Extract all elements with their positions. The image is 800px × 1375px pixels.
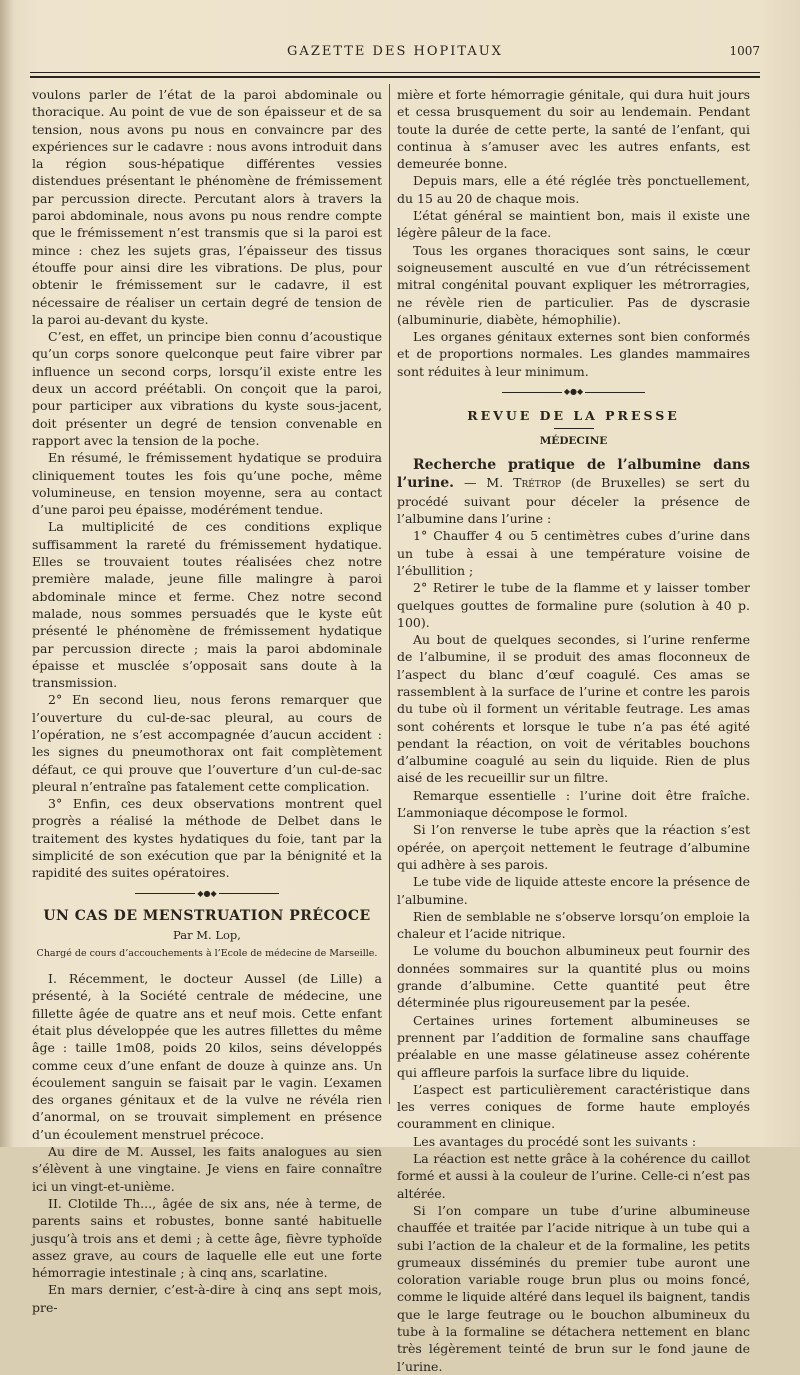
paragraph: Depuis mars, elle a été réglée très ponctuellement, du 15 au 20 de chaque mois. [397,173,750,206]
paragraph: La multiplicité de ces conditions explique suffisamment la rareté du frémissement hydatique. Elles se trouvaient toutes réalisées chez notre première malade, jeune fille malingre à paroi abdominale mince et ferme. Chez notre second malade, nous sommes persuadés que le kyste eût présenté le phénomène de frémissement hydatique par percussion directe ; mais la paroi abdominale épaisse et musclée s’opposait sans doute à la transmission. [32,519,382,691]
column-divider [389,84,390,1104]
paragraph: voulons parler de l’état de la paroi abdominale ou thoracique. Au point de vue de son épaisseur et de sa tension, nous avons pu nous en convaincre par des expériences sur le cadavre : nous avons introduit dans la région sous-hépatique différentes vessies distendues présentant le phénomène de frémissement par percussion directe. Percutant alors à travers la paroi abdominale, nous avons pu nous rendre compte que le frémissement n’est transmis que si la paroi est mince : chez les sujets gras, l’épaisseur des tissus étouffe pour ainsi dire les vibrations. De plus, pour obtenir le frémissement sur le cadavre, il est nécessaire de réaliser un certain degré de tension de la paroi au-devant du kyste. [32,87,382,327]
paragraph: Certaines urines fortement albumineuses se prennent par l’addition de formaline sans chauffage préalable en une masse gélatineuse assez cohérente qui affleure parfois la surface libre du liquide. [397,1012,750,1080]
paragraph: La réaction est nette grâce à la cohérence du caillot formé et aussi à la couleur de l’urine. Celle-ci n’est pas altérée. [397,1151,750,1201]
page-header [30,44,760,64]
page-number: 1007 [729,44,760,58]
paragraph: Les organes génitaux externes sont bien conformés et de proportions normales. Les glandes mammaires sont réduites à leur minimum. [397,329,750,379]
lead-paragraph [397,456,750,527]
paragraph: 3° Enfin, ces deux observations montrent quel progrès a réalisé la méthode de Delbet dans le traitement des kystes hydatiques du foie, tant par la simplicité de son exécution que par la bénignité et la rapidité des suites opératoires. [32,796,382,881]
subsection-title: MÉDECINE [539,434,608,447]
paragraph: Si l’on renverse le tube après que la réaction s’est opérée, on aperçoit nettement le feutrage d’albumine qui adhère à ses parois. [397,822,750,872]
section-ornament: ◆●◆ [32,888,382,901]
lead-text: (de Bruxelles) se sert du procédé suivant pour déceler la présence de l’albumine dans l’urine : [397,475,750,527]
right-column [397,86,750,1375]
paragraph: En résumé, le frémissement hydatique se produira cliniquement toutes les fois qu’une poche, même volumineuse, en tension moyenne, sera au contact d’une paroi peu épaisse, modérément tendue. [32,450,382,518]
paragraph: L’aspect est particulièrement caractéristique dans les verres coniques de forme haute employés couramment en clinique. [397,1081,750,1132]
author-affiliation: Chargé de cours d’accouchements à l’Ecole de médecine de Marseille. [36,947,378,959]
article-byline: Par M. Lop, [173,928,241,943]
paragraph: 2° Retirer le tube de la flamme et y laisser tomber quelques gouttes de formaline pure (solution à 40 p. 100). [397,580,750,630]
paragraph: I. Récemment, le docteur Aussel (de Lille) a présenté, à la Société centrale de médecine, une fillette âgée de quatre ans et neuf mois. Cette enfant était plus développée que les autres fillettes du même âge : taille 1m08, poids 20 kilos, seins développés comme ceux d’une enfant de douze à quinze ans. Un écoulement sanguin se faisait par le vagin. L’examen des organes génitaux et de la vulve ne révéla rien d’anormal, on se trouvait simplement en présence d’un écoulement menstruel précoce. [32,971,382,1142]
lead-dash: — M. [454,475,514,491]
paragraph: mière et forte hémorragie génitale, qui dura huit jours et cessa brusquement du soir au lendemain. Pendant toute la durée de cette perte, la santé de l’enfant, qui continua à s’amuser avec les autres enfants, est demeurée bonne. [397,87,750,172]
short-rule [554,428,594,429]
author-name: Trétrop [513,475,562,491]
header-rule [30,72,760,73]
paragraph: Remarque essentielle : l’urine doit être fraîche. L’ammoniaque décompose le formol. [397,787,750,821]
left-column [32,86,382,1316]
section-ornament: ◆●◆ [397,386,750,399]
article-title: UN CAS DE MENSTRUATION PRÉCOCE [43,908,371,925]
journal-title: GAZETTE DES HOPITAUX [287,44,503,59]
paragraph: Si l’on compare un tube d’urine albumineuse chauffée et traitée par l’acide nitrique à un tube qui a subi l’action de la chaleur et de la formaline, les petits grumeaux disséminés du premier tube auront une coloration variable rouge brun plus ou moins foncé, comme le liquide altéré dans lequel ils baignent, tandis que le large feutrage ou le bouchon albumineux du tube à la formaline se détachera nettement en blanc très légèrement teinté de brun sur le fond jaune de l’urine. [397,1202,750,1374]
paragraph: Au dire de M. Aussel, les faits analogues au sien s’élèvent à une vingtaine. Je viens en faire connaître ici un vingt-et-unième. [32,1144,382,1194]
header-rule-thick [30,76,760,78]
paragraph: 2° En second lieu, nous ferons remarquer que l’ouverture du cul-de-sac pleural, au cours de l’opération, ne s’est accompagnée d’aucun accident : les signes du pneumothorax ont fait complètement défaut, ce qui prouve que l’ouverture d’un cul-de-sac pleural n’entraîne pas fatalement cette complication. [32,692,382,794]
paragraph: II. Clotilde Th..., âgée de six ans, née à terme, de parents sains et robustes, bonne santé habituelle jusqu’à trois ans et demi ; à cette âge, fièvre typhoïde assez grave, au cours de laquelle elle eut une forte hémorragie intestinale ; à cinq ans, scarlatine. [32,1195,382,1281]
section-title: REVUE DE LA PRESSE [467,407,680,423]
paragraph: Au bout de quelques secondes, si l’urine renferme de l’albumine, il se produit des amas floconneux de l’aspect du blanc d’œuf coagulé. Ces amas se rassemblent à la surface de l’urine et contre les parois du tube où il forment un véritable feutrage. Les amas sont cohérents et lorsque le tube n’a pas été agité pendant la réaction, on voit de véritables bouchons d’albumine coagulé au sein du liquide. Rien de plus aisé de les recueillir sur un filtre. [397,632,750,786]
item-headline: Recherche pratique de l’albumine dans l’urine. [397,457,750,492]
paragraph: C’est, en effet, un principe bien connu d’acoustique qu’un corps sonore quelconque peut faire vibrer par influence un second corps, lorsqu’il existe entre les deux un accord préétabli. On conçoit que la paroi, pour participer aux vibrations du kyste sous-jacent, doit présenter un degré de tension convenable en rapport avec la tension de la poche. [32,329,382,448]
paragraph: 1° Chauffer 4 ou 5 centimètres cubes d’urine dans un tube à essai à une température voisine de l’ébullition ; [397,528,750,578]
paragraph: Les avantages du procédé sont les suivants : [413,1133,697,1149]
paragraph: Tous les organes thoraciques sont sains, le cœur soigneusement ausculté en vue d’un rétrécissement mitral congénital pouvant expliquer les métrorragies, ne révèle rien de particulier. Pas de dyscrasie (albuminurie, diabète, hémophilie). [397,242,750,327]
paragraph: Le volume du bouchon albumineux peut fournir des données sommaires sur la quantité plus ou moins grande d’albumine. Cette quantité peut être déterminée plus rigoureusement par la pesée. [397,943,750,1011]
paragraph: Le tube vide de liquide atteste encore la présence de l’albumine. [397,874,750,907]
paragraph: Rien de semblable ne s’observe lorsqu’on emploie la chaleur et l’acide nitrique. [397,908,750,942]
paragraph: En mars dernier, c’est-à-dire à cinq ans sept mois, pre- [32,1282,382,1315]
paragraph: L’état général se maintient bon, mais il existe une légère pâleur de la face. [397,208,750,241]
